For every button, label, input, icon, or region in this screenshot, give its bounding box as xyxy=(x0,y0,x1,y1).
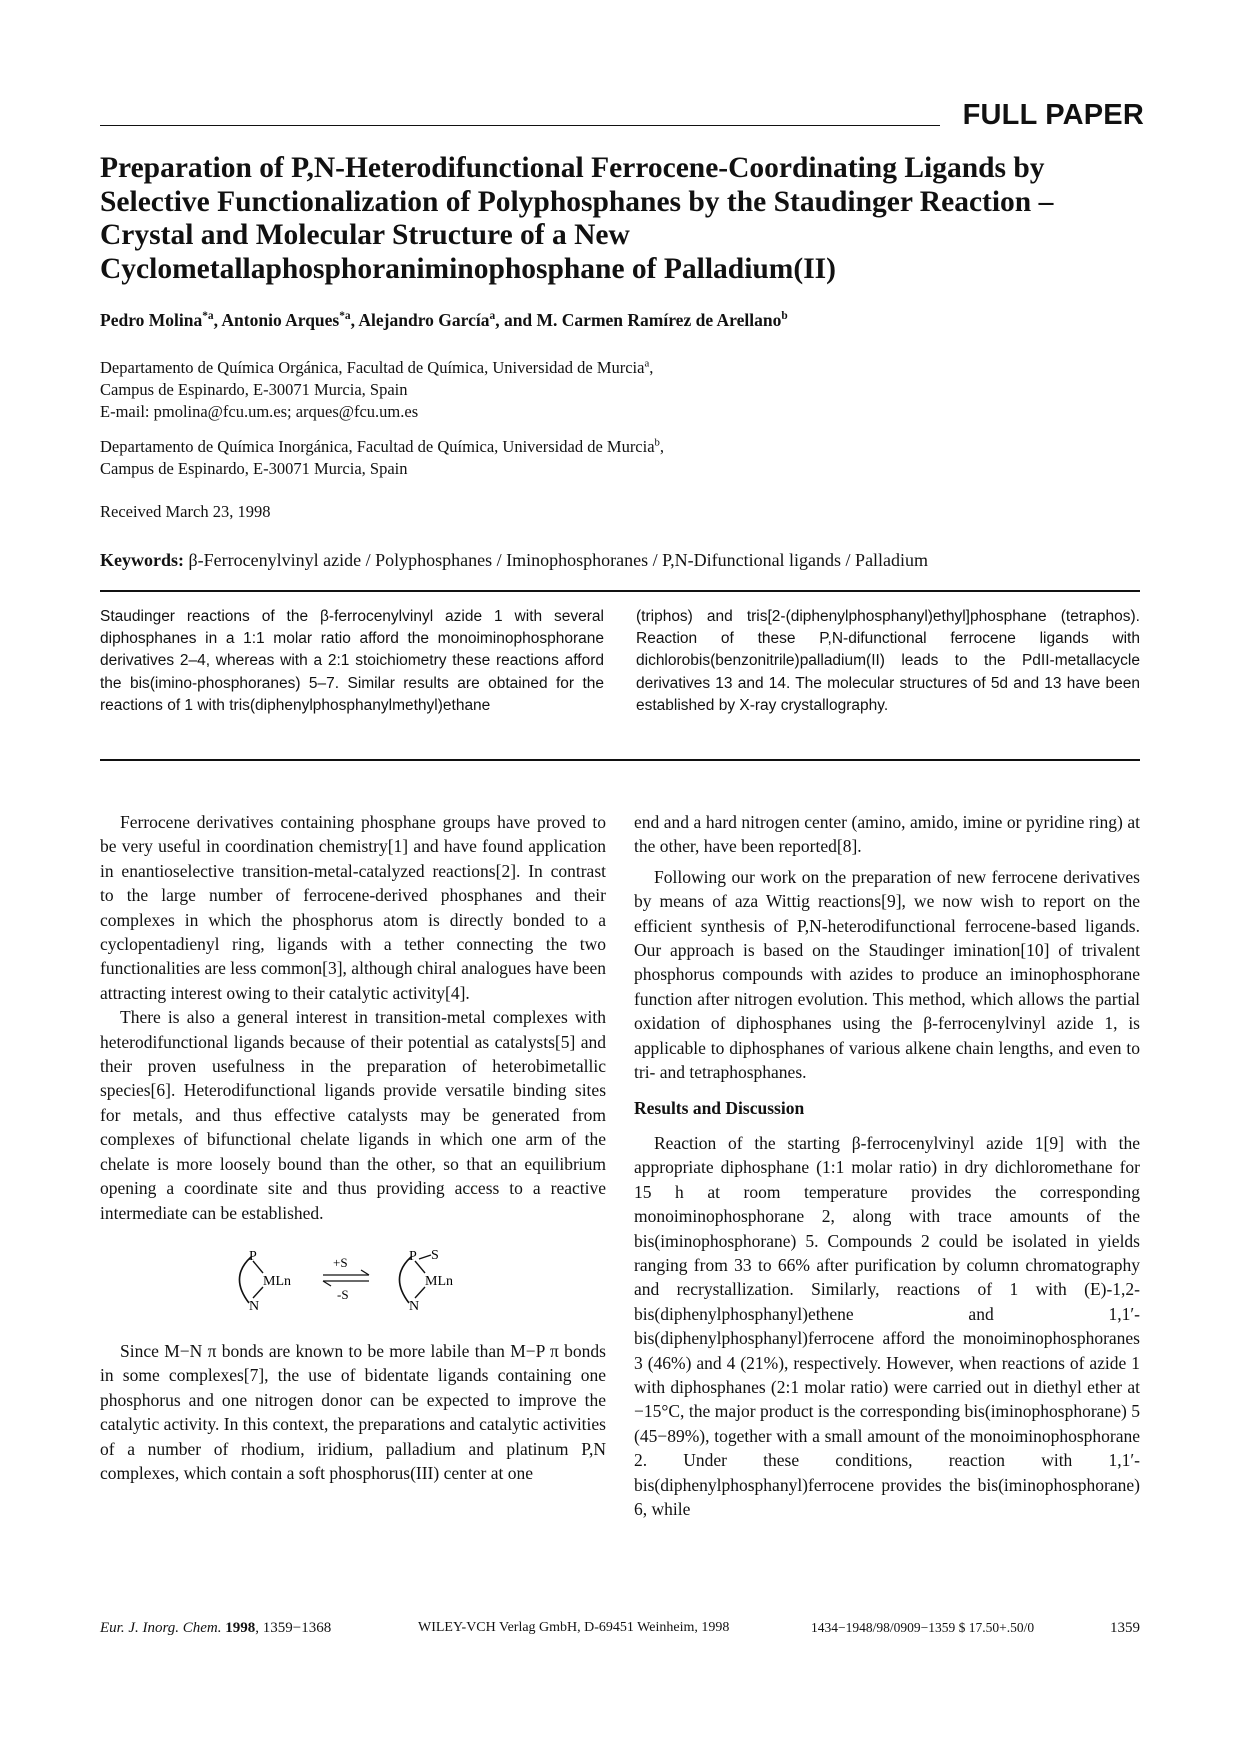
affiliation-email: E-mail: pmolina@fcu.um.es; arques@fcu.um.es xyxy=(100,402,419,421)
title-line: Preparation of P,N-Heterodifunctional Ferrocene-Coordinating Ligands by xyxy=(100,152,1045,184)
affiliation-address: Campus de Espinardo, E-30071 Murcia, Spain xyxy=(100,459,408,478)
affiliation-block xyxy=(100,436,664,480)
author-name: Pedro Molina xyxy=(100,310,203,330)
bond-n-m xyxy=(253,1287,263,1298)
affiliation-line xyxy=(100,357,653,379)
footer-issn: 1434−1948/98/0909−1359 $ 17.50+.50/0 xyxy=(811,1620,1035,1635)
author-separator: , and xyxy=(495,310,537,330)
page-footer xyxy=(100,1620,1140,1644)
body-paragraph: Since M−N π bonds are known to be more labile than M−P π bonds in some complexes[7], the use of bidentate ligands containing one phosphorus and one nitrogen donor can be expected to improve the catalytic activity. In this context, the preparations and catalytic activities of a number of rhodium, iridium, palladium and platinum P,N complexes, which contain a soft phosphorus(III) center at one xyxy=(100,1340,606,1483)
section-heading: Results and Discussion xyxy=(634,1098,805,1119)
author-separator: , xyxy=(350,310,359,330)
keywords-label: Keywords: xyxy=(100,550,184,570)
author-affiliation-mark: a xyxy=(489,310,496,323)
article-title xyxy=(100,152,1160,286)
keywords xyxy=(100,550,928,571)
title-line: Selective Functionalization of Polyphosphanes by the Staudinger Reaction – xyxy=(100,185,1054,218)
article-type-label: FULL PAPER xyxy=(962,99,1144,131)
body-paragraph: Following our work on the preparation of new ferrocene derivatives by means of aza Wittig reactions[9], we now wish to report on the efficient synthesis of P,N-heterodifunctional ferrocene-based ligands. Our approach is based on the Staudinger imination[10] of trivalent phosphorus compounds with azides to produce an iminophosphorane function after nitrogen evolution. This method, which allows the partial oxidation of diphosphanes using the β-ferrocenylvinyl azide 1, is applicable to diphosphanes of various alkene chain lengths, and even to tri- and tetraphosphanes. xyxy=(634,866,1140,1083)
bond-n-m-right xyxy=(415,1287,425,1298)
keywords-text: β-Ferrocenylvinyl azide / Polyphosphanes / Iminophosphoranes / P,N-Difunctional ligands / Palladium xyxy=(188,550,929,570)
affiliation-punct: , xyxy=(649,358,654,377)
title-line: Cyclometallaphosphoraniminophosphane of Palladium(II) xyxy=(100,252,836,285)
body-paragraph: Reaction of the starting β-ferrocenylvinyl azide 1[9] with the appropriate diphosphane (1:1 molar ratio) in dry dichloromethane for 15 h at room temperature provides the corresponding monoiminophosphorane 2, along with trace amounts of the bis(iminophosphorane) 5. Compounds 2 could be isolated in yields ranging from 33 to 66% after purification by column chromatography and recrystallization. Similarly, reactions of 1 with (E)-1,2-bis(diphenylphosphanyl)ethene and 1,1′-bis(diphenylphosphanyl)ferrocene afford the monoiminophosphoranes 3 (46%) and 4 (21%), respectively. However, when reactions of azide 1 with diphosphanes (2:1 molar ratio) were carried out in diethyl ether at −15°C, the major product is the corresponding bis(iminophosphorane) 5 (45−89%), together with a small amount of the monoiminophosphorane 2. Under these conditions, reaction with 1,1′-bis(diphenylphosphanyl)ferrocene provides the bis(iminophosphorane) 6, while xyxy=(634,1132,1140,1519)
body-right-column xyxy=(634,810,1140,1521)
affiliation-institution: Departamento de Química Inorgánica, Facultad de Química, Universidad de Murcia xyxy=(100,437,655,456)
scheme-atom-p-right: P xyxy=(409,1248,417,1264)
footer-citation xyxy=(100,1620,331,1637)
author-separator: , xyxy=(213,310,222,330)
author-affiliation-mark: b xyxy=(781,310,788,323)
scheme-metal-right: MLn xyxy=(425,1273,453,1289)
body-paragraph: Ferrocene derivatives containing phosphane groups have proved to be very useful in coordination chemistry[1] and have found application in enantioselective transition-metal-catalyzed reactions[2]. In contrast to the large number of ferrocene-derived phosphanes and their complexes in which the phosphorus atom is directly bonded to a cyclopentadienyl ring, ligands with a tether connecting the two functionalities are less common[3], although chiral analogues have been attracting interest owing to their catalytic activity[4]. xyxy=(100,812,606,1003)
author-name: M. Carmen Ramírez de Arellano xyxy=(536,310,782,330)
bond-p-s xyxy=(419,1255,431,1259)
footer-pages: , 1359−1368 xyxy=(255,1620,332,1636)
scheme-atom-n-right: N xyxy=(409,1298,420,1313)
scheme-reverse-label: -S xyxy=(337,1286,349,1302)
affiliation-punct: , xyxy=(659,437,665,456)
received-date: Received March 23, 1998 xyxy=(100,502,271,521)
footer-year: 1998 xyxy=(225,1620,256,1636)
affiliation-line xyxy=(100,436,664,458)
abstract-rule xyxy=(100,759,1140,761)
equilibrium-scheme xyxy=(223,1247,483,1313)
scheme-atom-n: N xyxy=(249,1298,260,1313)
affiliation-mark: a xyxy=(644,357,650,370)
author-name: Antonio Arques xyxy=(221,310,340,330)
author-affiliation-mark: *a xyxy=(202,310,214,323)
forward-arrowhead xyxy=(361,1270,369,1275)
body-paragraph: There is also a general interest in transition-metal complexes with heterodifunctional ligands because of their potential as catalysts[5] and their proven usefulness in the preparation of heterobimetallic species[6]. Heterodifunctional ligands provide versatile binding sites for metals, and thus effective catalysts may be generated from complexes of bifunctional chelate ligands in which one arm of the chelate is more loosely bound than the other, so that an equilibrium opening a coordinate site and thus providing access to a reactive intermediate can be established. xyxy=(100,1007,606,1223)
scheme-atom-s: S xyxy=(431,1247,439,1263)
author-affiliation-mark: *a xyxy=(339,310,351,323)
author-name: Alejandro García xyxy=(358,310,490,330)
abstract-right-column: (triphos) and tris[2-(diphenylphosphanyl)ethyl]phosphane (tetraphos). Reaction of these P,N-difunctional ferrocene ligands with dichlorobis(benzonitrile)palladium(II) leads to the PdII-metallacycle derivatives 13 and 14. The molecular structures of 5d and 13 have been established by X-ray crystallography. xyxy=(636,608,1140,714)
footer-publisher: WILEY-VCH Verlag GmbH, D-69451 Weinheim, 1998 xyxy=(418,1620,730,1635)
body-left-column xyxy=(100,810,606,1485)
header-rule xyxy=(100,125,940,126)
reverse-arrowhead xyxy=(323,1281,331,1286)
keywords-rule xyxy=(100,590,1140,592)
scheme-atom-p: P xyxy=(249,1248,257,1264)
footer-journal-name: Eur. J. Inorg. Chem. xyxy=(100,1620,222,1636)
affiliation-institution: Departamento de Química Orgánica, Facultad de Química, Universidad de Murcia xyxy=(100,358,645,377)
affiliation-block xyxy=(100,357,653,423)
title-line: Crystal and Molecular Structure of a New xyxy=(100,219,630,251)
affiliation-address: Campus de Espinardo, E-30071 Murcia, Spain xyxy=(100,380,408,399)
affiliation-mark: b xyxy=(654,436,660,449)
abstract-left-column: Staudinger reactions of the β-ferrocenylvinyl azide 1 with several diphosphanes in a 1:1 molar ratio afford the monoiminophosphorane derivatives 2–4, whereas with a 2:1 stoichiometry these reactions afford the bis(imino-phosphoranes) 5–7. Similar results are obtained for the reactions of 1 with tris(diphenylphosphanylmethyl)ethane xyxy=(100,608,604,714)
footer-page-number: 1359 xyxy=(1110,1620,1140,1636)
author-list xyxy=(100,310,788,331)
body-paragraph: end and a hard nitrogen center (amino, amido, imine or pyridine ring) at the other, have been reported[8]. xyxy=(634,812,1140,857)
scheme-metal: MLn xyxy=(263,1273,291,1289)
scheme-forward-label: +S xyxy=(333,1254,348,1270)
